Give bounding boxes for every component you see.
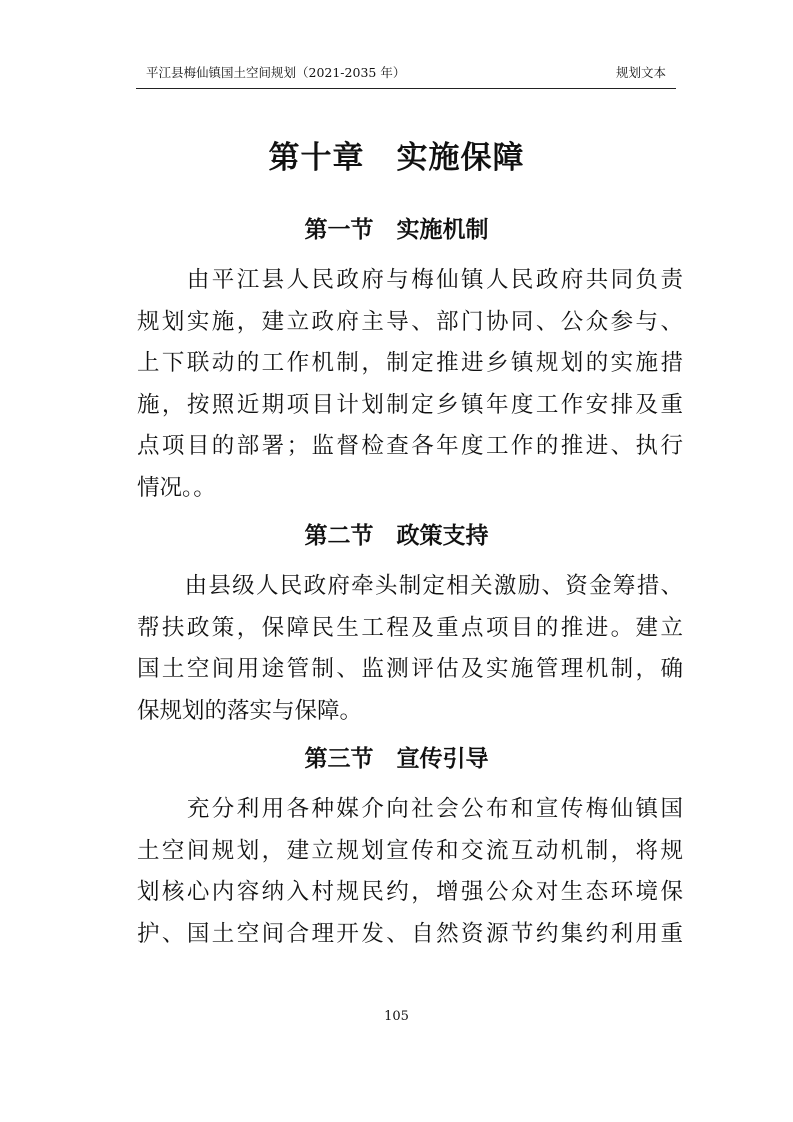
document-type: 规划文本 — [615, 65, 666, 80]
section-paragraph-publicity-guidance — [137, 789, 683, 955]
section-title-publicity-guidance: 第三节 宣传引导 — [304, 746, 489, 772]
paragraph-line: 护、国土空间合理开发、自然资源节约集约利用重 — [137, 920, 683, 947]
paragraph-line: 由县级人民政府牵头制定相关激励、资金筹措、 — [137, 573, 683, 599]
paragraph-line: 土空间规划，建立规划宣传和交流互动机制，将规 — [137, 837, 683, 864]
section-paragraph-implementation-mechanism — [137, 260, 683, 510]
paragraph-line: 施，按照近期项目计划制定乡镇年度工作安排及重 — [137, 391, 683, 418]
section-title-policy-support: 第二节 政策支持 — [304, 523, 489, 549]
paragraph-line: 国土空间用途管制、监测评估及实施管理机制，确 — [137, 656, 683, 683]
header-divider — [136, 88, 676, 89]
paragraph-line: 帮扶政策，保障民生工程及重点项目的推进。建立 — [137, 614, 683, 641]
paragraph-line: 情况。。 — [137, 474, 216, 501]
running-header — [136, 64, 676, 86]
paragraph-line: 点项目的部署；监督检查各年度工作的推进、执行 — [137, 433, 683, 460]
page-number: 105 — [384, 1009, 409, 1024]
paragraph-line: 充分利用各种媒介向社会公布和宣传梅仙镇国 — [137, 796, 683, 822]
document-title: 平江县梅仙镇国土空间规划（2021-2035 年） — [146, 65, 406, 80]
paragraph-line: 规划实施，建立政府主导、部门协同、公众参与、 — [137, 308, 683, 335]
chapter-title: 第十章 实施保障 — [268, 140, 525, 176]
paragraph-line: 保规划的落实与保障。 — [137, 697, 363, 724]
section-paragraph-policy-support — [137, 566, 683, 732]
section-title-implementation-mechanism: 第一节 实施机制 — [304, 217, 489, 243]
paragraph-line: 由平江县人民政府与梅仙镇人民政府共同负责 — [137, 267, 683, 293]
paragraph-line: 上下联动的工作机制，制定推进乡镇规划的实施措 — [137, 350, 683, 377]
paragraph-line: 划核心内容纳入村规民约，增强公众对生态环境保 — [137, 879, 683, 906]
